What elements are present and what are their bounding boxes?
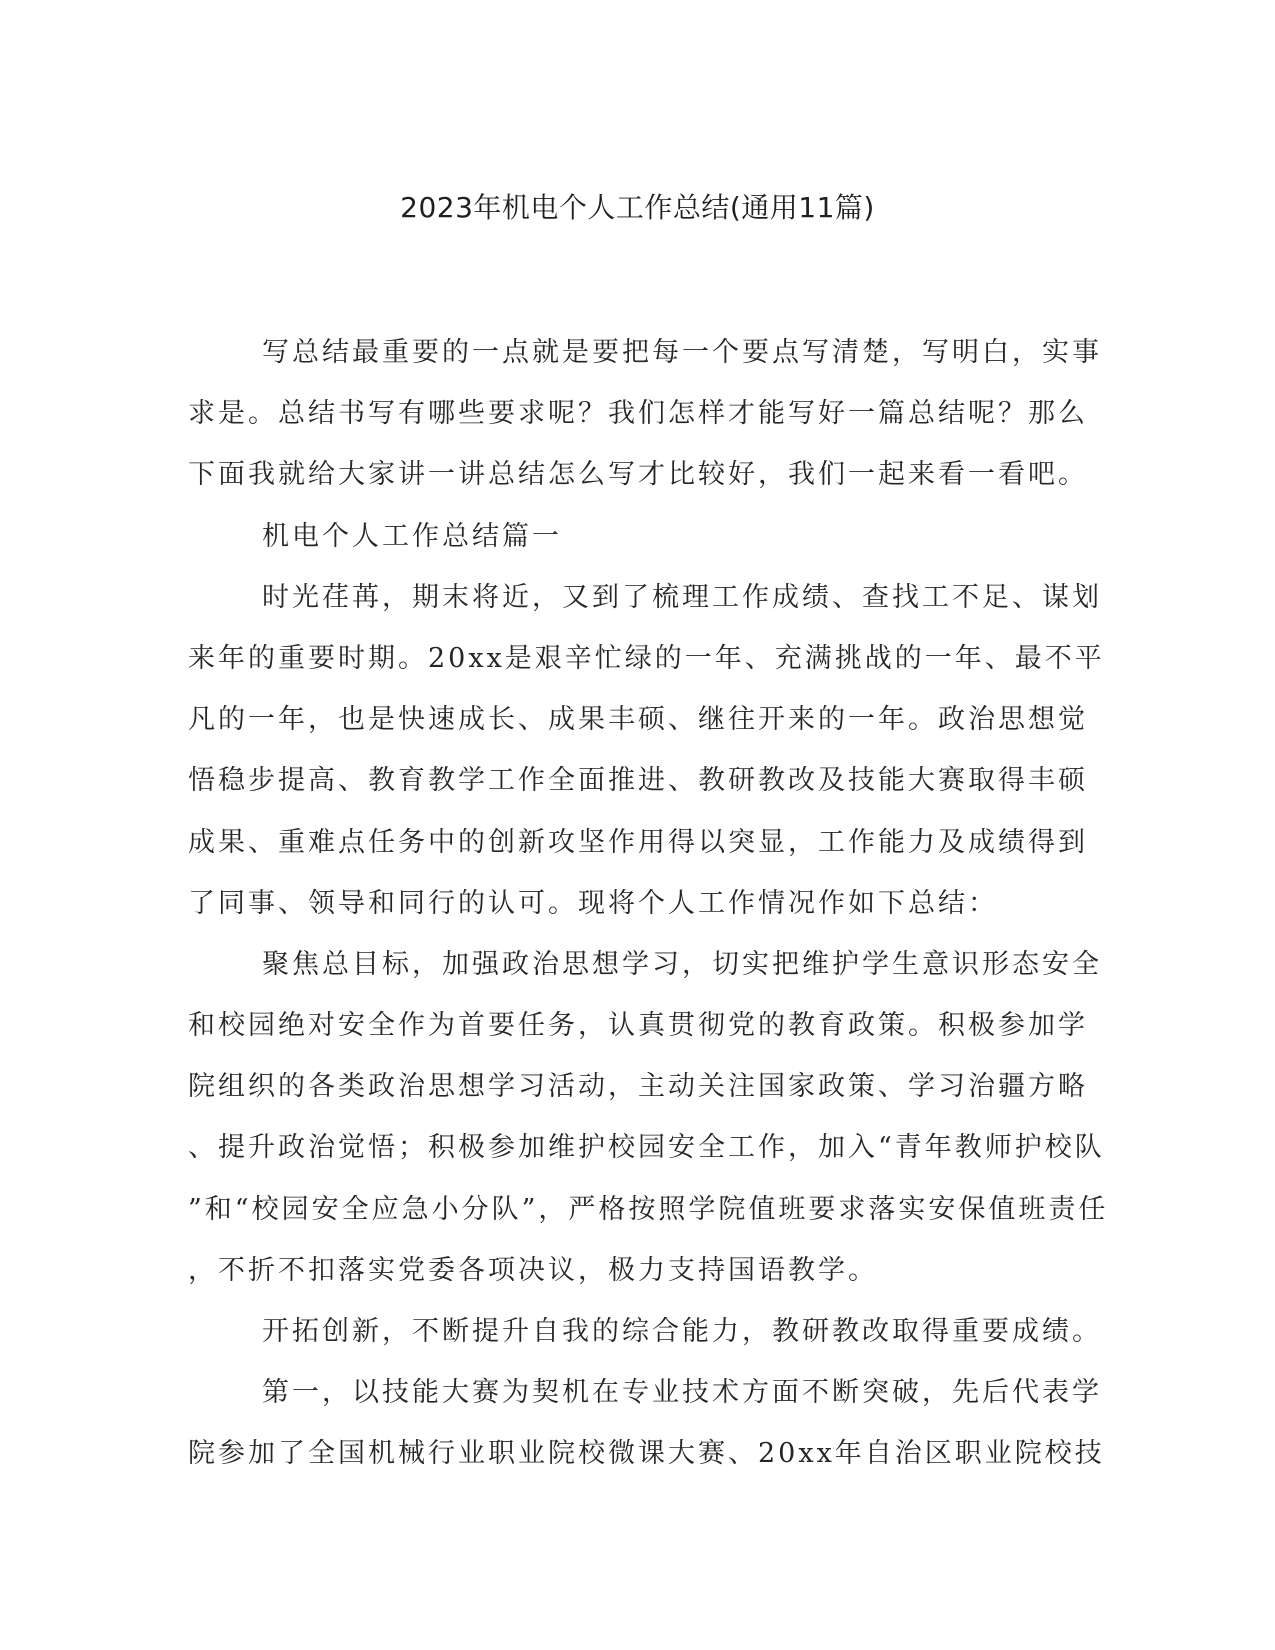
paragraph-line: ，不折不扣落实党委各项决议，极力支持国语教学。 xyxy=(188,1254,878,1286)
paragraph-line: 院组织的各类政治思想学习活动，主动关注国家政策、学习治疆方略 xyxy=(188,1071,1088,1103)
document-body xyxy=(188,333,1109,1496)
paragraph-line: 求是。总结书写有哪些要求呢？我们怎样才能写好一篇总结呢？那么 xyxy=(188,398,1088,430)
document-title: 2023年机电个人工作总结(通用11篇) xyxy=(400,191,875,224)
paragraph-line: 开拓创新，不断提升自我的综合能力，教研教改取得重要成绩。 xyxy=(262,1316,1102,1347)
paragraph-line: 凡的一年，也是快速成长、成果丰硕、继往开来的一年。政治思想觉 xyxy=(188,704,1088,736)
paragraph-line: 院参加了全国机械行业职业院校微课大赛、20xx年自治区职业院校技 xyxy=(188,1438,1105,1470)
paragraph-line: 、提升政治觉悟；积极参加维护校园安全工作，加入“青年教师护校队 xyxy=(188,1132,1105,1164)
paragraph-line: 下面我就给大家讲一讲总结怎么写才比较好，我们一起来看一看吧。 xyxy=(188,459,1088,491)
paragraph-line: 了同事、领导和同行的认可。现将个人工作情况作如下总结： xyxy=(188,887,998,919)
paragraph-line: 来年的重要时期。20xx是艰辛忙绿的一年、充满挑战的一年、最不平 xyxy=(188,642,1105,674)
paragraph-line: 时光荏苒，期末将近，又到了梳理工作成绩、查找工不足、谋划 xyxy=(262,581,1102,613)
paragraph-line: 和校园绝对安全作为首要任务，认真贯彻党的教育政策。积极参加学 xyxy=(188,1010,1088,1042)
paragraph-line: 聚焦总目标，加强政治思想学习，切实把维护学生意识形态安全 xyxy=(262,948,1102,980)
paragraph-line: 悟稳步提高、教育教学工作全面推进、教研教改及技能大赛取得丰硕 xyxy=(188,765,1088,797)
paragraph-line: 成果、重难点任务中的创新攻坚作用得以突显，工作能力及成绩得到 xyxy=(188,826,1088,858)
paragraph-line: ”和“校园安全应急小分队”，严格按照学院值班要求落实安保值班责任 xyxy=(188,1193,1109,1225)
section-heading: 机电个人工作总结篇一 xyxy=(262,520,562,552)
paragraph-line: 第一，以技能大赛为契机在专业技术方面不断突破，先后代表学 xyxy=(262,1377,1102,1409)
paragraph-line: 写总结最重要的一点就是要把每一个要点写清楚，写明白，实事 xyxy=(262,337,1102,368)
